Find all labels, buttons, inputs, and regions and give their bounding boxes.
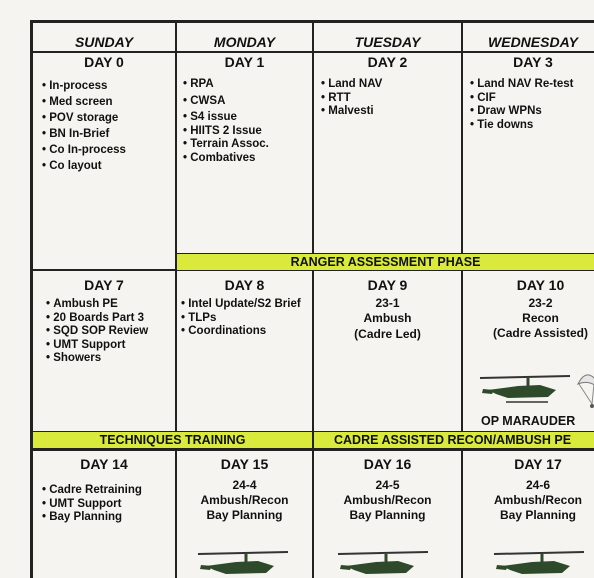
day-label: DAY 8 bbox=[224, 277, 265, 293]
task-item: • Cadre Retraining bbox=[42, 484, 142, 498]
task-item: • Showers bbox=[46, 352, 148, 366]
task-item: • SQD SOP Review bbox=[46, 325, 148, 339]
day-label: DAY 0 bbox=[84, 54, 124, 70]
task-list bbox=[46, 298, 148, 366]
day-label: DAY 14 bbox=[80, 456, 128, 472]
event-code: 23-2 bbox=[528, 296, 553, 310]
task-item: • CWSA bbox=[183, 95, 269, 109]
event-name: Recon bbox=[522, 311, 559, 325]
task-item: • RTT bbox=[321, 92, 382, 106]
helicopter-icon bbox=[336, 548, 432, 578]
task-item: • TLPs bbox=[181, 312, 301, 326]
phase-banner: CADRE ASSISTED RECON/AMBUSH PE bbox=[314, 431, 594, 449]
helicopter-icon bbox=[196, 548, 292, 578]
operation-name: OP MARAUDER bbox=[481, 414, 576, 428]
task-item: • HIITS 2 Issue bbox=[183, 125, 269, 139]
event-note: Bay Planning bbox=[206, 508, 283, 522]
task-item: • Land NAV bbox=[321, 78, 382, 92]
task-item: • UMT Support bbox=[42, 498, 142, 512]
day-label: DAY 3 bbox=[513, 54, 553, 70]
task-item: • Ambush PE bbox=[46, 298, 148, 312]
task-item: • RPA bbox=[183, 78, 269, 92]
event-code: 23-1 bbox=[375, 296, 400, 310]
event-note: Bay Planning bbox=[349, 508, 426, 522]
event-name: Ambush/Recon bbox=[493, 493, 582, 507]
event-code: 24-6 bbox=[525, 478, 551, 492]
task-item: • Land NAV Re-test bbox=[470, 78, 574, 92]
task-item: • POV storage bbox=[42, 110, 126, 126]
task-item: • Co In-process bbox=[42, 142, 126, 158]
day-label: DAY 1 bbox=[224, 54, 265, 70]
task-item: • Coordinations bbox=[181, 325, 301, 339]
task-item: • Med screen bbox=[42, 94, 126, 110]
task-item: • Intel Update/S2 Brief bbox=[181, 298, 301, 312]
event-name: Ambush bbox=[363, 311, 412, 325]
event-name: Ambush/Recon bbox=[200, 493, 289, 507]
task-item: • Combatives bbox=[183, 152, 269, 166]
task-item: • Malvesti bbox=[321, 105, 382, 119]
task-list bbox=[42, 484, 142, 525]
day-label: DAY 2 bbox=[367, 54, 408, 70]
task-item: • Terrain Assoc. bbox=[183, 138, 269, 152]
task-list bbox=[321, 78, 382, 119]
left-border bbox=[30, 20, 33, 578]
task-list bbox=[42, 78, 126, 174]
day-label: DAY 9 bbox=[367, 277, 408, 293]
header-divider bbox=[33, 51, 594, 53]
parachute-icon bbox=[576, 370, 594, 412]
phase-banner: TECHNIQUES TRAINING bbox=[33, 431, 312, 449]
task-list bbox=[470, 78, 574, 132]
task-item: • CIF bbox=[470, 92, 574, 106]
task-list bbox=[181, 298, 301, 339]
day-label: DAY 15 bbox=[220, 456, 269, 472]
event-code: 24-5 bbox=[375, 478, 400, 492]
event-code: 24-4 bbox=[232, 478, 257, 492]
event-note: (Cadre Assisted) bbox=[493, 326, 588, 340]
task-item: • 20 Boards Part 3 bbox=[46, 312, 148, 326]
phase-banner: RANGER ASSESSMENT PHASE bbox=[177, 253, 594, 271]
event-note: (Cadre Led) bbox=[354, 327, 421, 341]
task-item: • Bay Planning bbox=[42, 511, 142, 525]
task-item: • S4 issue bbox=[183, 111, 269, 125]
day-label: DAY 16 bbox=[363, 456, 412, 472]
day-label: DAY 10 bbox=[516, 277, 565, 293]
helicopter-icon bbox=[478, 372, 574, 406]
column-header-sunday: SUNDAY bbox=[74, 34, 134, 50]
day-label: DAY 17 bbox=[514, 456, 562, 472]
task-item: • UMT Support bbox=[46, 339, 148, 353]
event-name: Ambush/Recon bbox=[343, 493, 432, 507]
column-header-monday: MONDAY bbox=[213, 34, 276, 50]
task-list bbox=[183, 78, 269, 165]
task-item: • Tie downs bbox=[470, 119, 574, 133]
task-item: • Draw WPNs bbox=[470, 105, 574, 119]
row-divider bbox=[33, 449, 594, 451]
task-item: • In-process bbox=[42, 78, 126, 94]
column-header-tuesday: TUESDAY bbox=[354, 34, 421, 50]
task-item: • Co layout bbox=[42, 158, 126, 174]
task-item: • BN In-Brief bbox=[42, 126, 126, 142]
helicopter-icon bbox=[492, 548, 588, 578]
column-header-wednesday: WEDNESDAY bbox=[488, 34, 578, 50]
event-note: Bay Planning bbox=[499, 508, 576, 522]
day-label: DAY 7 bbox=[84, 277, 124, 293]
